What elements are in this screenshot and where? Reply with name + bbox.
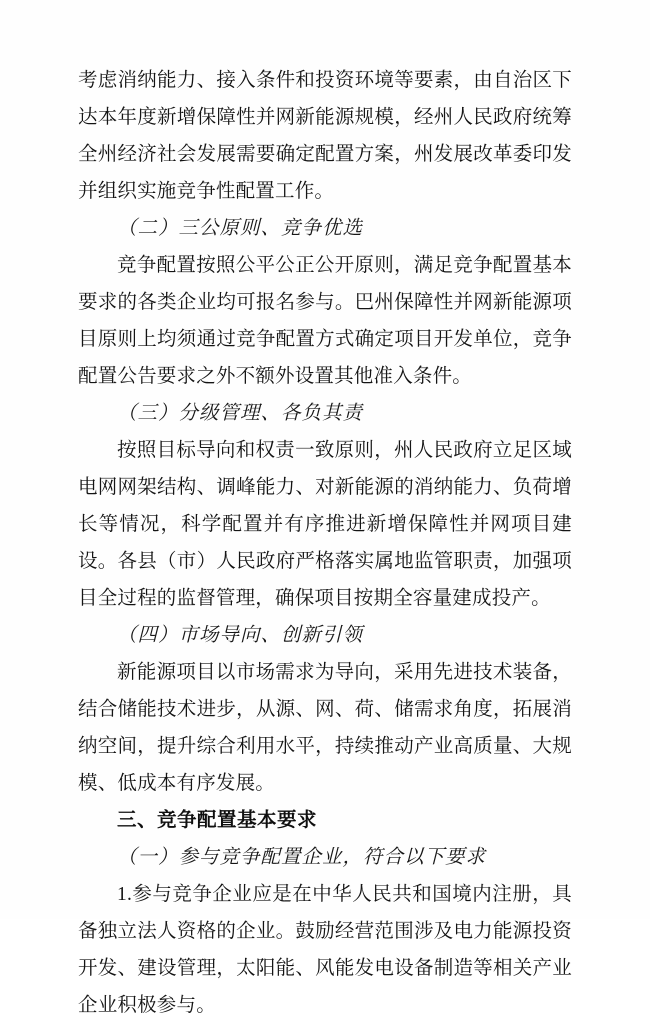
paragraph-section-2-4: 新能源项目以市场需求为导向，采用先进技术装备，结合储能技术进步，从源、网、荷、储需求角度，拓展消纳空间，提升综合利用水平，持续推动产业高质量、大规模、低成本有序发展。: [78, 662, 572, 794]
heading-section-2-4: （四）市场导向、创新引领: [117, 625, 364, 646]
paragraph-continued: 考虑消纳能力、接入条件和投资环境等要素，由自治区下达本年度新增保障性并网新能源规模，经州人民政府统筹全州经济社会发展需要确定配置方案，州发展改革委印发并组织实施竞争性配置工作。: [78, 70, 572, 202]
heading-section-2-3: （三）分级管理、各负其责: [117, 403, 364, 424]
heading-section-3-1: （一）参与竞争配置企业，符合以下要求: [117, 847, 487, 868]
heading-section-2-2: （二）三公原则、竞争优选: [117, 218, 364, 239]
heading-section-3: 三、竞争配置基本要求: [117, 810, 318, 831]
document-body: [78, 62, 572, 1024]
paragraph-section-3-1-item-1: 1.参与竞争企业应是在中华人民共和国境内注册，具备独立法人资格的企业。鼓励经营范围涉及电力能源投资开发、建设管理，太阳能、风能发电设备制造等相关产业企业积极参与。: [78, 884, 572, 1016]
paragraph-section-2-2: 竞争配置按照公平公正公开原则，满足竞争配置基本要求的各类企业均可报名参与。巴州保障性并网新能源项目原则上均须通过竞争配置方式确定项目开发单位，竞争配置公告要求之外不额外设置其他准入条件。: [78, 255, 572, 387]
paragraph-section-2-3: 按照目标导向和权责一致原则，州人民政府立足区域电网网架结构、调峰能力、对新能源的消纳能力、负荷增长等情况，科学配置并有序推进新增保障性并网项目建设。各县（市）人民政府严格落实属地监管职责，加强项目全过程的监督管理，确保项目按期全容量建成投产。: [78, 440, 572, 609]
